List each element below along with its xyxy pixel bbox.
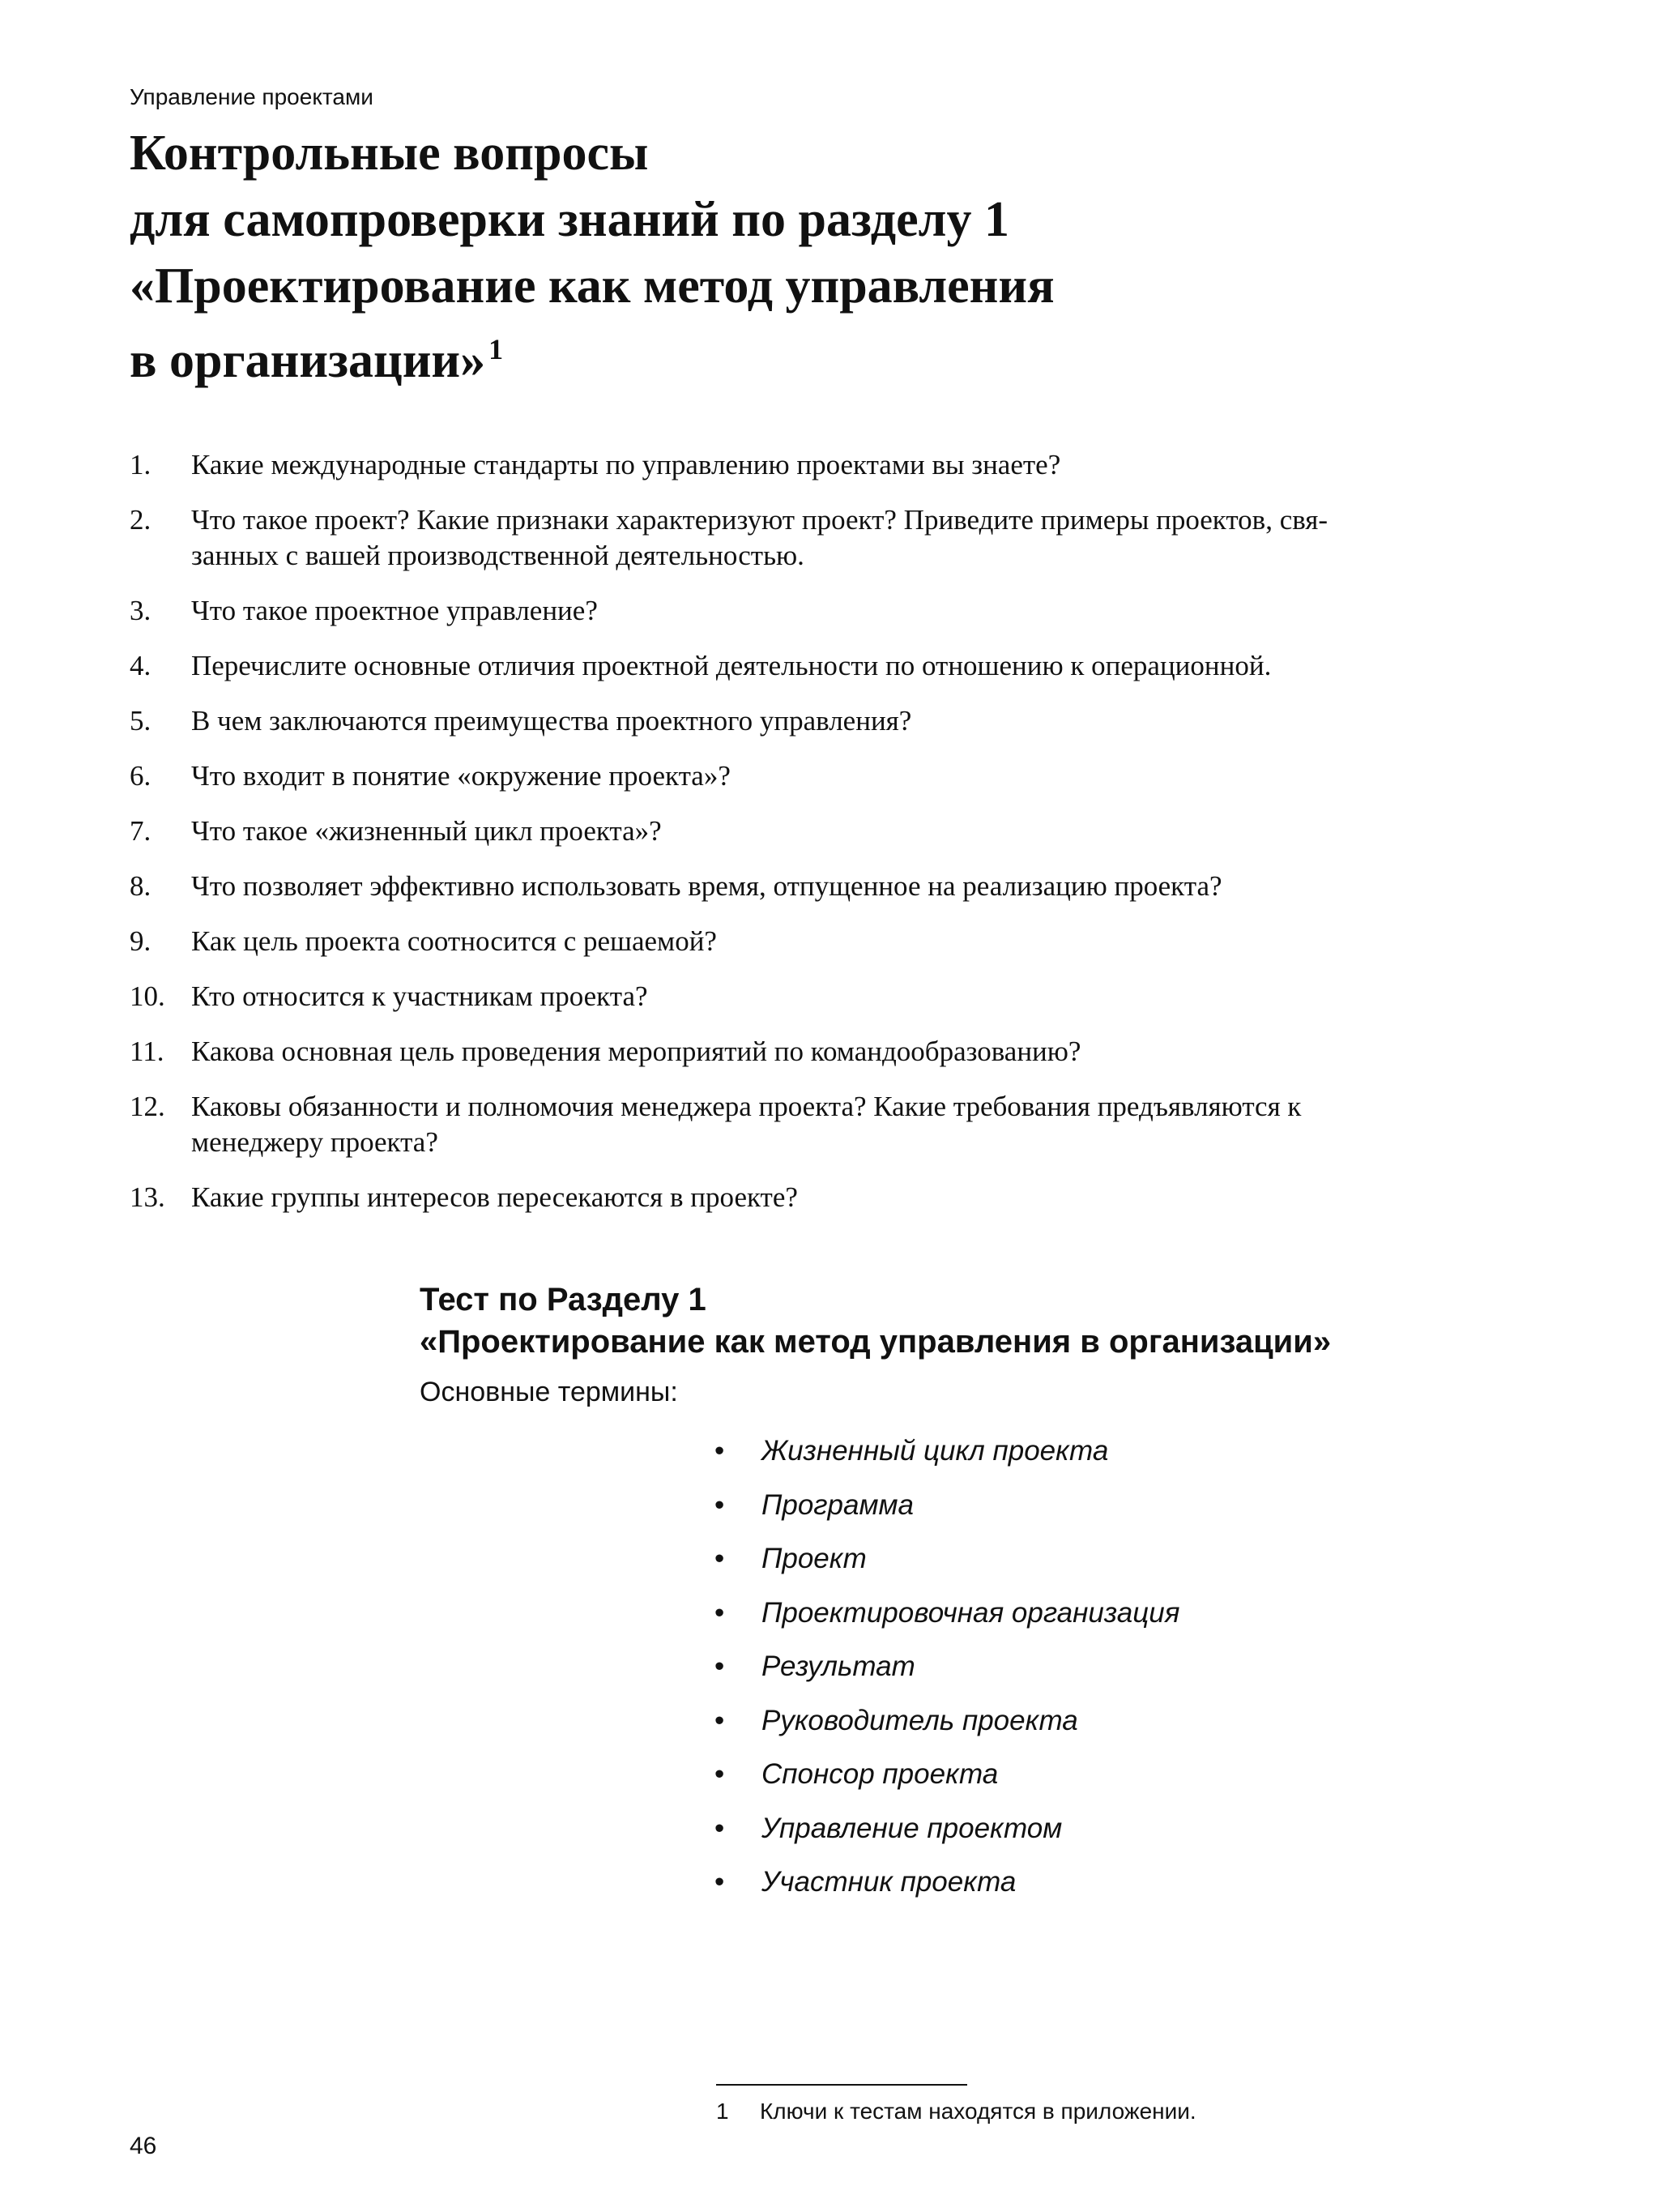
term-text: Руководитель проекта: [761, 1704, 1078, 1736]
question-number: 1.: [130, 449, 151, 480]
term-item: [714, 1650, 1179, 1684]
term-text: Жизненный цикл проекта: [761, 1435, 1109, 1467]
question-item: [130, 648, 1539, 684]
bullet-icon: •: [714, 1758, 725, 1790]
bullet-icon: •: [714, 1650, 725, 1682]
question-text: Что позволяет эффективно использовать время, отпущенное на реализацию проекта?: [191, 870, 1222, 902]
terms-label: Основные термины:: [420, 1377, 678, 1407]
bullet-icon: •: [714, 1866, 725, 1898]
question-text: Кто относится к участникам проекта?: [191, 980, 648, 1012]
bullet-icon: •: [714, 1488, 725, 1521]
question-number: 13.: [130, 1181, 165, 1213]
term-item: [714, 1434, 1179, 1468]
question-item: [130, 869, 1539, 904]
question-text: Что такое «жизненный цикл проекта»?: [191, 815, 662, 847]
term-item: [714, 1812, 1179, 1846]
footnote-marker: 1: [488, 333, 504, 366]
question-text: Что такое проект? Какие признаки характеризуют проект? Приведите примеры проектов, свя- занных с вашей производственной деятельностью.: [191, 504, 1328, 571]
title-line: «Проектирование как метод управления: [130, 258, 1055, 314]
page-title: [130, 120, 1426, 394]
title-line: Контрольные вопросы: [130, 126, 649, 181]
term-text: Результат: [761, 1650, 915, 1682]
test-section: [420, 1279, 1554, 1410]
term-item: [714, 1704, 1179, 1738]
question-item: [130, 502, 1539, 574]
question-number: 9.: [130, 925, 151, 957]
question-number: 2.: [130, 504, 151, 536]
term-text: Участник проекта: [761, 1866, 1017, 1898]
terms-list: [714, 1434, 1179, 1919]
question-number: 11.: [130, 1036, 164, 1067]
title-line: для самопроверки знаний по разделу 1: [130, 192, 1009, 247]
question-number: 12.: [130, 1091, 165, 1122]
question-number: 3.: [130, 595, 151, 626]
test-title: [420, 1279, 1554, 1363]
question-item: [130, 924, 1539, 959]
footnote: [716, 2097, 1196, 2126]
footnote-number: 1: [716, 2099, 729, 2124]
bullet-icon: •: [714, 1596, 725, 1629]
question-text: Что такое проектное управление?: [191, 595, 598, 626]
question-number: 6.: [130, 760, 151, 792]
question-item: [130, 593, 1539, 629]
question-item: [130, 703, 1539, 739]
term-text: Спонсор проекта: [761, 1758, 999, 1790]
question-number: 4.: [130, 650, 151, 681]
question-item: [130, 1034, 1539, 1070]
term-item: [714, 1542, 1179, 1576]
question-item: [130, 1180, 1539, 1215]
question-text: Что входит в понятие «окружение проекта»?: [191, 760, 731, 792]
question-item: [130, 447, 1539, 483]
question-text: Как цель проекта соотносится с решаемой?: [191, 925, 717, 957]
question-item: [130, 1089, 1539, 1160]
bullet-icon: •: [714, 1543, 725, 1574]
running-header: Управление проектами: [130, 84, 373, 109]
question-text: Каковы обязанности и полномочия менеджера проекта? Какие требования предъявляются к менеджеру проекта?: [191, 1091, 1302, 1158]
term-item: [714, 1865, 1179, 1899]
question-list: [130, 447, 1539, 1235]
term-item: [714, 1757, 1179, 1791]
question-item: [130, 979, 1539, 1014]
bullet-icon: •: [714, 1704, 725, 1736]
term-item: [714, 1596, 1179, 1630]
footnote-divider: [716, 2084, 967, 2086]
question-text: В чем заключаются преимущества проектного управления?: [191, 705, 912, 737]
term-text: Проект: [761, 1543, 867, 1574]
question-text: Какие группы интересов пересекаются в проекте?: [191, 1181, 798, 1213]
term-text: Программа: [761, 1488, 914, 1521]
term-text: Проектировочная организация: [761, 1596, 1180, 1629]
term-item: [714, 1488, 1179, 1522]
question-number: 10.: [130, 980, 165, 1012]
page-number: 46: [130, 2133, 157, 2159]
question-number: 5.: [130, 705, 151, 737]
title-line-text: в организации»: [130, 333, 486, 388]
bullet-icon: •: [714, 1435, 725, 1467]
question-number: 7.: [130, 815, 151, 847]
question-text: Какова основная цель проведения мероприятий по командообразованию?: [191, 1036, 1081, 1067]
test-title-line: Тест по Разделу 1: [420, 1282, 706, 1317]
question-number: 8.: [130, 870, 151, 902]
question-item: [130, 758, 1539, 794]
test-title-line: «Проектирование как метод управления в организации»: [420, 1324, 1332, 1360]
bullet-icon: •: [714, 1812, 725, 1844]
footnote-text: Ключи к тестам находятся в приложении.: [760, 2099, 1196, 2124]
term-text: Управление проектом: [761, 1812, 1063, 1844]
title-line-last: [130, 327, 1426, 394]
question-text: Какие международные стандарты по управлению проектами вы знаете?: [191, 449, 1061, 480]
question-item: [130, 813, 1539, 849]
question-text: Перечислите основные отличия проектной деятельности по отношению к операционной.: [191, 650, 1272, 681]
